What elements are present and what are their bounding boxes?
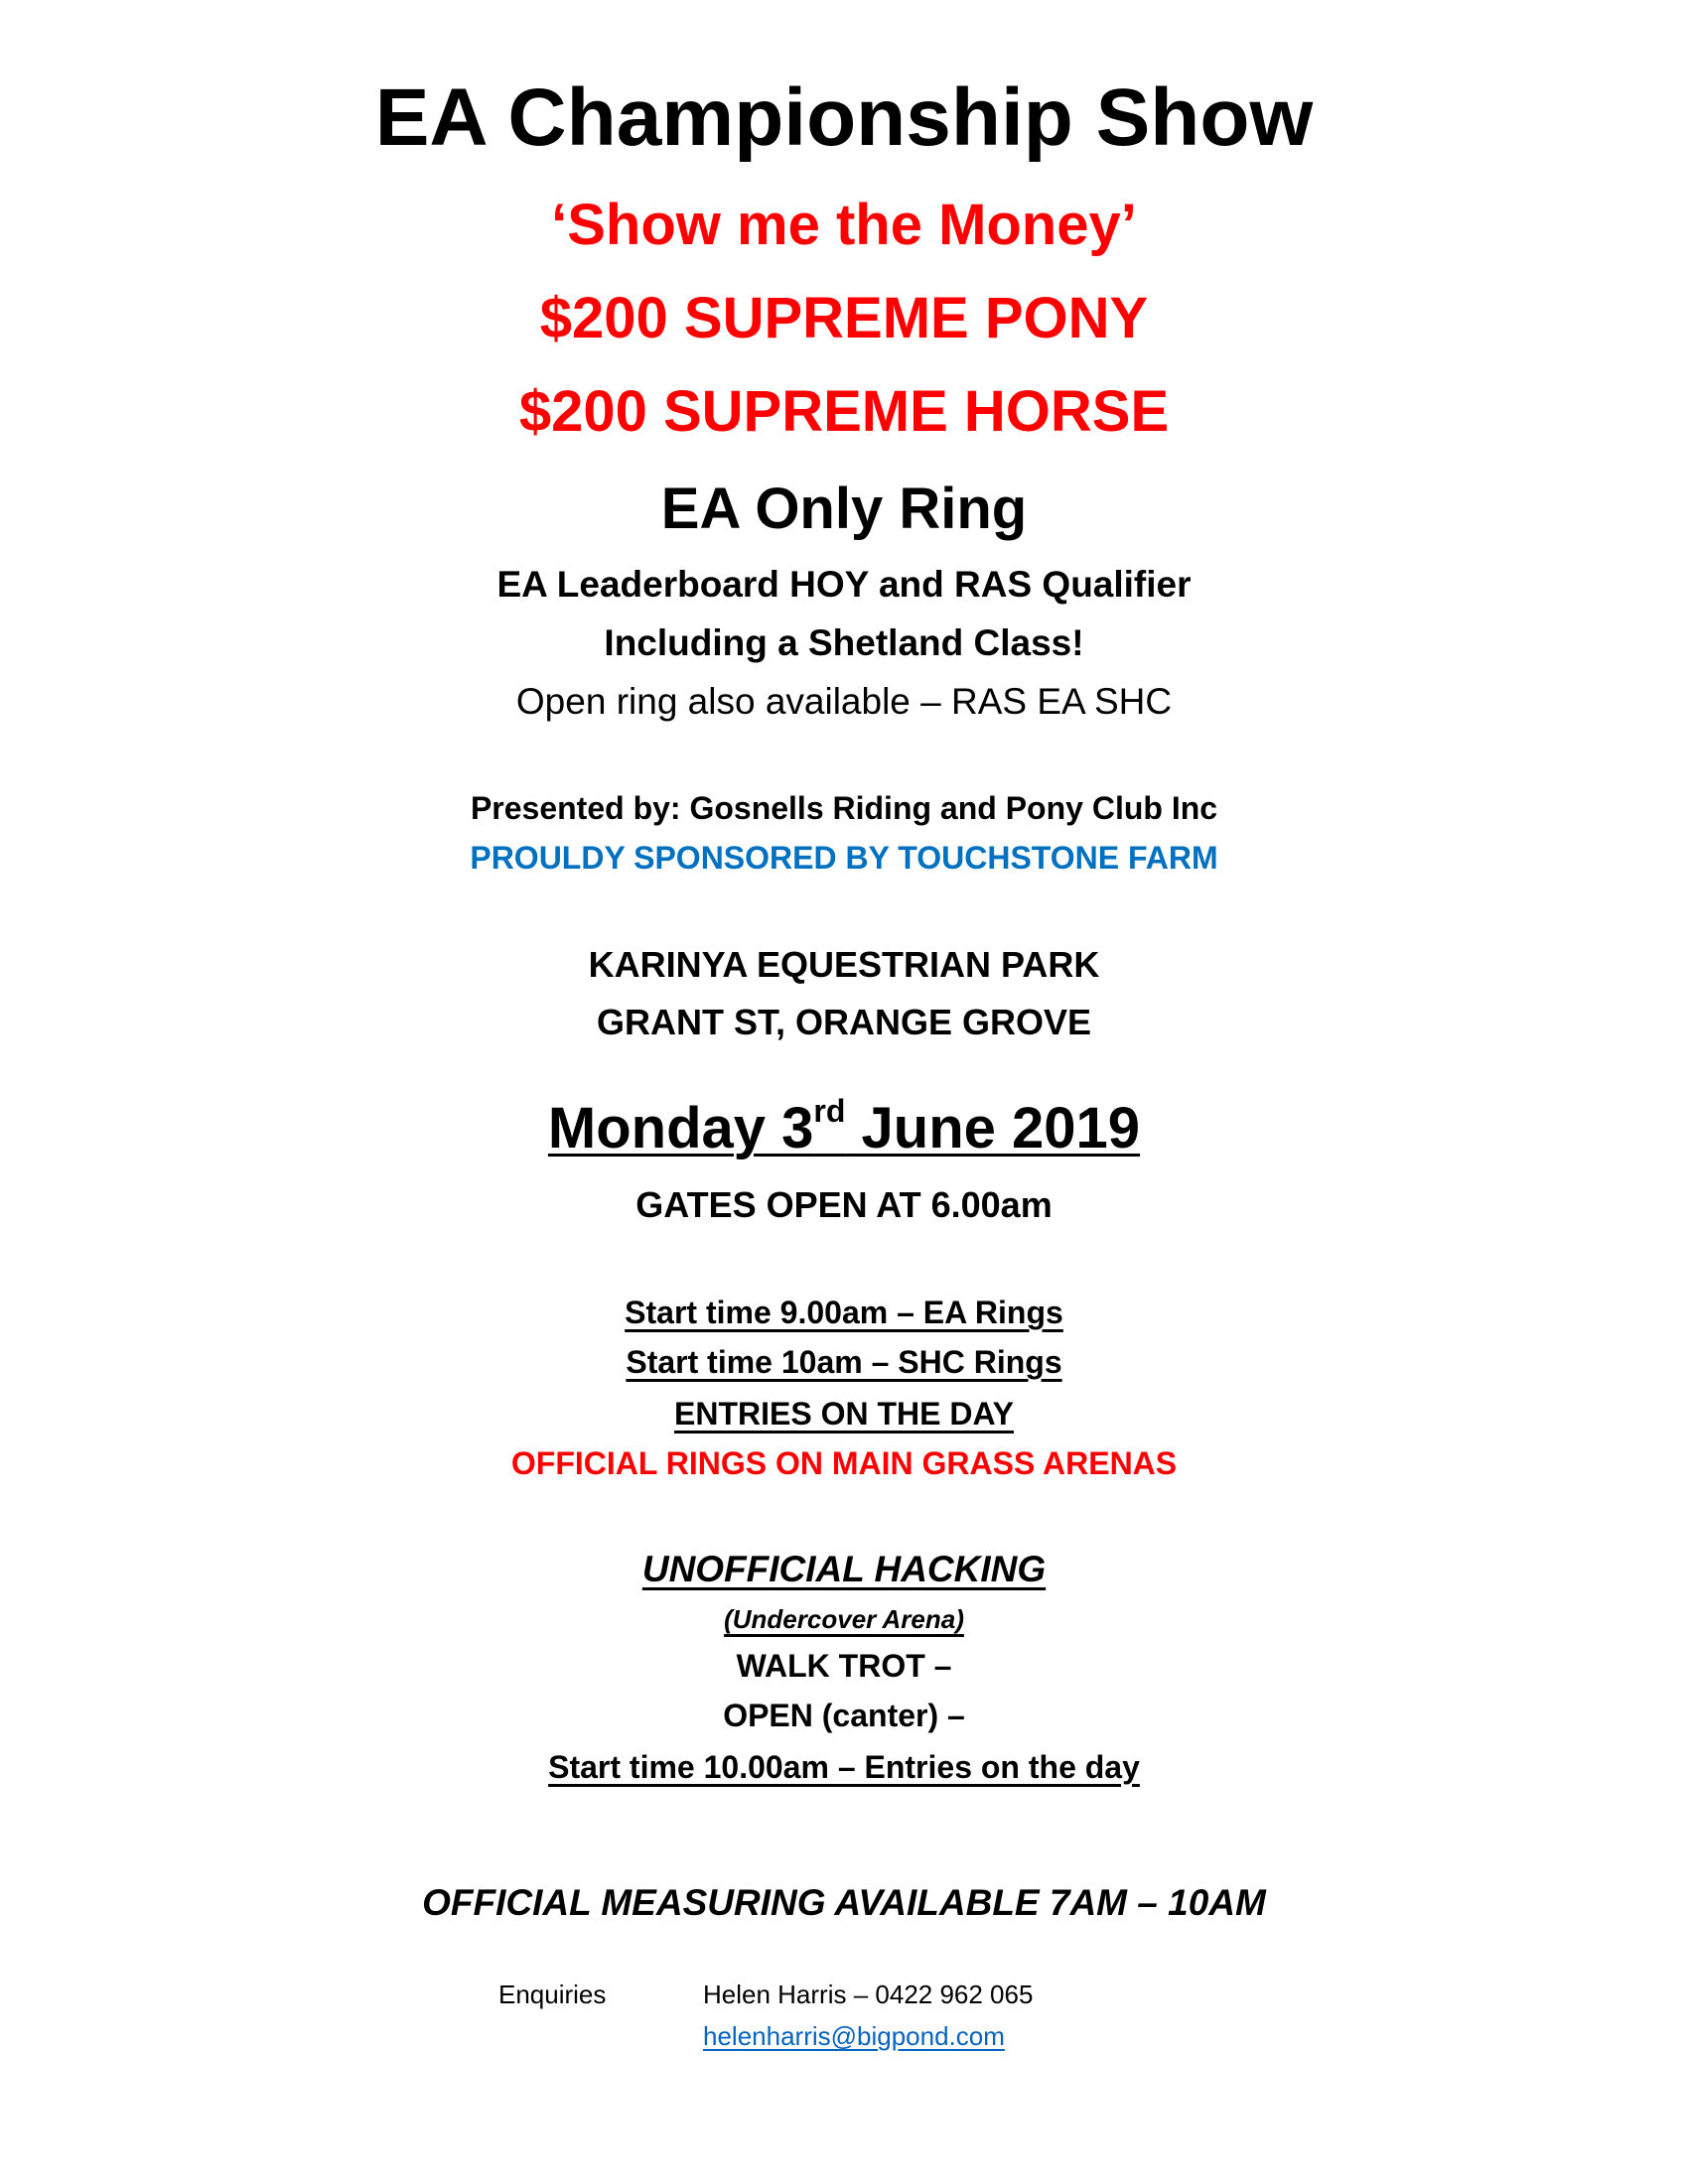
hacking-start-time: Start time 10.00am – Entries on the day	[548, 1749, 1140, 1785]
enquiries-label: Enquiries	[498, 1979, 607, 2009]
venue-address: GRANT ST, ORANGE GROVE	[596, 1002, 1092, 1042]
open-ring-text: Open ring also available – RAS EA SHC	[515, 681, 1173, 722]
date-prefix: Monday 3	[547, 1096, 814, 1160]
hacking-open: OPEN (canter) –	[723, 1698, 965, 1733]
shetland-text: Including a Shetland Class!	[604, 622, 1084, 663]
start-time-shc: Start time 10am – SHC Rings	[626, 1344, 1062, 1380]
leaderboard-text: EA Leaderboard HOY and RAS Qualifier	[496, 564, 1192, 605]
hacking-heading: UNOFFICIAL HACKING	[641, 1549, 1047, 1589]
prize-supreme-horse: $200 SUPREME HORSE	[518, 379, 1170, 444]
page-title: EA Championship Show	[374, 72, 1314, 163]
prize-supreme-pony: $200 SUPREME PONY	[539, 286, 1149, 350]
hacking-subheading: (Undercover Arena)	[724, 1604, 964, 1634]
hacking-walk-trot: WALK TROT –	[736, 1648, 952, 1684]
date-rest: June 2019	[845, 1096, 1141, 1160]
start-time-ea: Start time 9.00am – EA Rings	[625, 1295, 1063, 1330]
sponsor-text: PROULDY SPONSORED BY TOUCHSTONE FARM	[470, 840, 1218, 876]
presented-by: Presented by: Gosnells Riding and Pony Club Inc	[470, 790, 1218, 826]
venue-name: KARINYA EQUESTRIAN PARK	[588, 944, 1100, 985]
enquiries-email-link[interactable]: helenharris@bigpond.com	[703, 2021, 1005, 2051]
ring-heading: EA Only Ring	[660, 477, 1028, 541]
date-ordinal-suffix: rd	[813, 1093, 846, 1129]
tagline: ‘Show me the Money’	[551, 193, 1137, 257]
event-date	[0, 1093, 1688, 1160]
gates-open: GATES OPEN AT 6.00am	[635, 1184, 1053, 1225]
official-rings: OFFICIAL RINGS ON MAIN GRASS ARENAS	[510, 1445, 1178, 1481]
measuring-text: OFFICIAL MEASURING AVAILABLE 7AM – 10AM	[422, 1882, 1266, 1923]
entries-on-day: ENTRIES ON THE DAY	[674, 1396, 1014, 1432]
enquiries-contact: Helen Harris – 0422 962 065	[703, 1979, 1034, 2009]
